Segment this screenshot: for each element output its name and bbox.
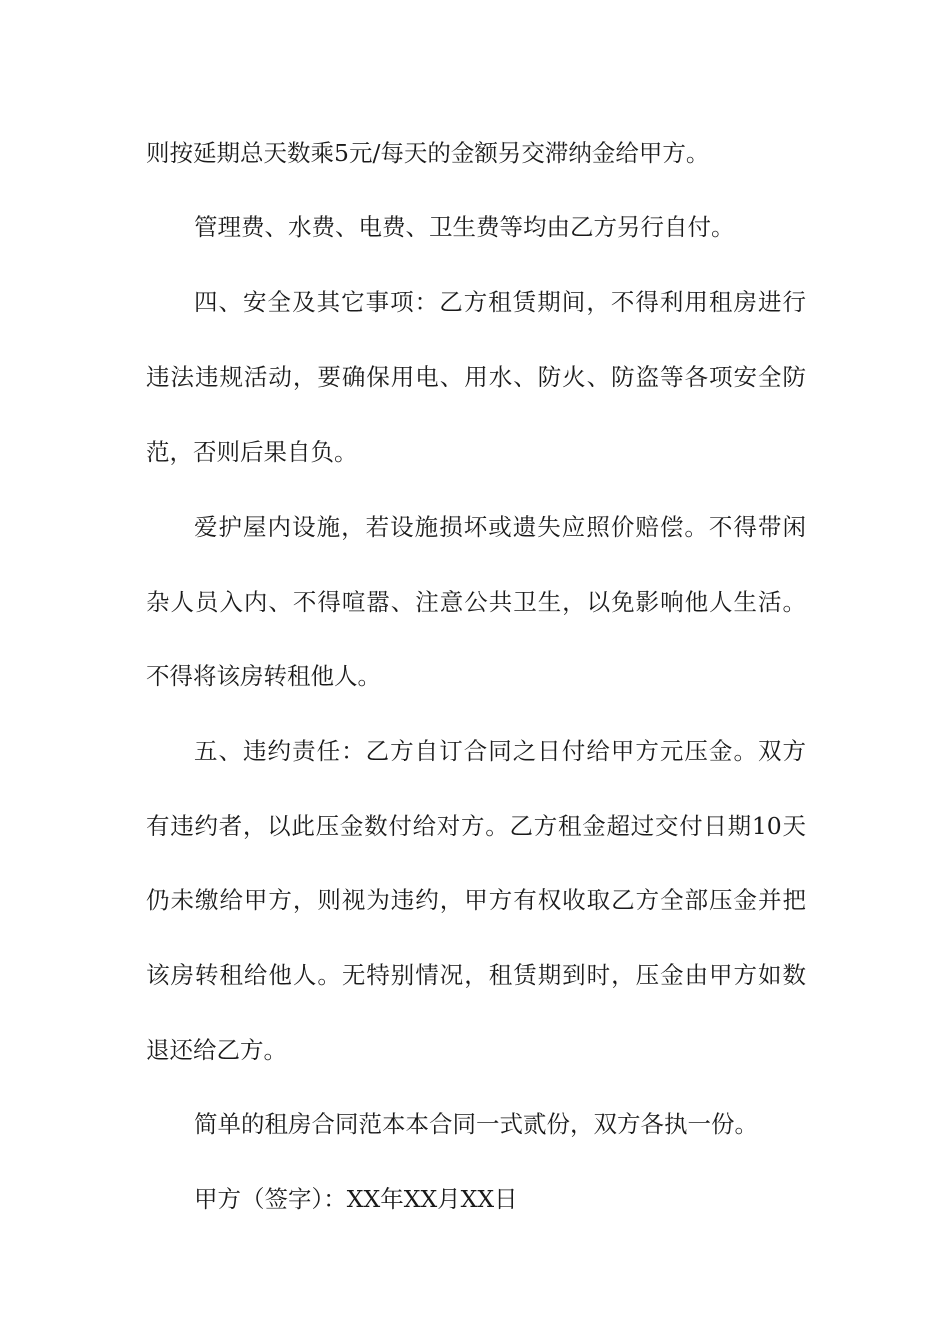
text-line: 则按延期总天数乘5元/每天的金额另交滞纳金给甲方。 bbox=[146, 139, 710, 167]
signature-date-line: 甲方（签字）：XX年XX月XX日 bbox=[194, 1185, 518, 1213]
text-line: 五、违约责任：乙方自订合同之日付给甲方元压金。双方 bbox=[194, 737, 806, 765]
text-line: 爱护屋内设施，若设施损坏或遗失应照价赔偿。不得带闲 bbox=[194, 513, 806, 541]
text-line: 有违约者，以此压金数付给对方。乙方租金超过交付日期10天 bbox=[146, 812, 806, 840]
text-line: 简单的租房合同范本本合同一式贰份，双方各执一份。 bbox=[194, 1110, 758, 1138]
text-line: 管理费、水费、电费、卫生费等均由乙方另行自付。 bbox=[194, 213, 735, 241]
text-line: 退还给乙方。 bbox=[146, 1036, 287, 1064]
text-line: 该房转租给他人。无特别情况，租赁期到时，压金由甲方如数 bbox=[146, 961, 806, 989]
text-line: 杂人员入内、不得喧嚣、注意公共卫生，以免影响他人生活。 bbox=[146, 588, 806, 616]
text-line: 违法违规活动，要确保用电、用水、防火、防盗等各项安全防 bbox=[146, 363, 806, 391]
text-line: 仍未缴给甲方，则视为违约，甲方有权收取乙方全部压金并把 bbox=[146, 886, 806, 914]
text-line: 四、安全及其它事项：乙方租赁期间，不得利用租房进行 bbox=[194, 288, 806, 316]
text-line: 不得将该房转租他人。 bbox=[146, 662, 381, 690]
text-line: 范，否则后果自负。 bbox=[146, 438, 358, 466]
